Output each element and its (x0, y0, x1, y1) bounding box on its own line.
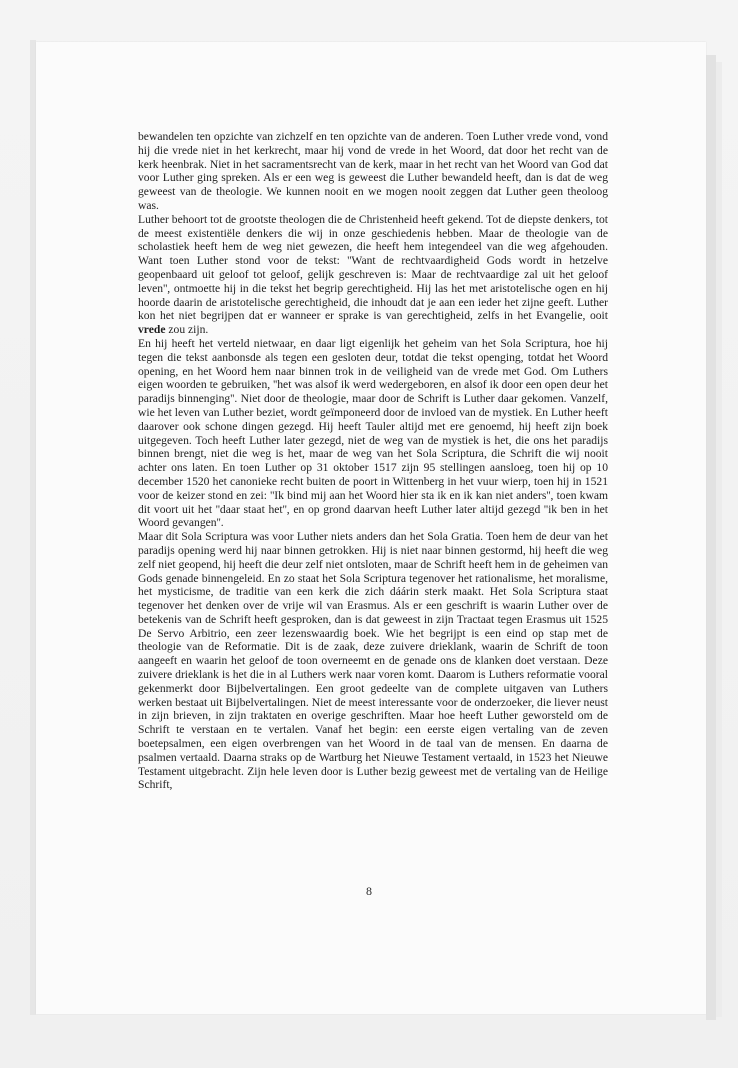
page-stack-right-edge-outer (716, 62, 722, 1017)
paragraph (138, 213, 608, 337)
bold-word: vrede (138, 323, 166, 337)
paragraph-text: En hij heeft het verteld nietwaar, en daar ligt eigenlijk het geheim van het Sola Scriptura, hoe hij tegen die tekst aanbonsde als tegen een gesloten deur, totdat die tekst openging, totdat het Woord opening, en het Woord hem naar binnen trok in de veiligheid van de vrede met God. Om Luthers eigen woorden te gebruiken, ''het was alsof ik werd wedergeboren, en alsof ik door een open deur het paradijs binnenging''. Niet door de theologie, maar door de Schrift is Luther daar gekomen. Vanzelf, wie het leven van Luther beziet, wordt geïmponeerd door de invloed van de mystiek. En Luther heeft daarover ook schone dingen gezegd. Hij heeft Tauler altijd met ere genoemd, hij heeft zijn boek uitgegeven. Toch heeft Luther later gezegd, niet de weg van de mystiek is het, die ons het paradijs binnen brengt, niet die weg is het, maar de weg van het Sola Scriptura, die Schrift die wij nooit achter ons laten. En toen Luther op 31 oktober 1517 zijn 95 stellingen aansloeg, toen hij op 10 december 1520 het canonieke recht buiten de poort in Wittenberg in het vuur wierp, toen hij in 1521 voor de keizer stond en zei: ''Ik bind mij aan het Woord hier sta ik en ik kan niet anders'', toen kwam dit voort uit het ''daar staat het'', en op grond daarvan heeft Luther later altijd gezegd ''ik ben in het Woord gevangen''. (138, 336, 608, 530)
paragraph (138, 337, 608, 530)
page-number: 8 (366, 884, 372, 898)
page-stack-right-edge (706, 55, 716, 1020)
paragraph (138, 130, 608, 213)
paragraph (138, 530, 608, 792)
paragraph-text: Luther behoort tot de grootste theologen die de Christenheid heeft gekend. Tot de diepste denkers, tot de meest existentiële denkers die wij in onze geschiedenis hebben. Maar de theologie van de scholastiek heeft hem de weg niet gewezen, die heeft hem integendeel van die weg afgehouden. Want toen Luther stond voor de tekst: ''Want de rechtvaardigheid Gods wordt in hetzelve geopenbaard uit geloof tot geloof, gelijk geschreven is: Maar de rechtvaardige zal uit het geloof leven'', ontmoette hij in die tekst het begrip gerechtigheid. Hij las het met aristotelische ogen en hij hoorde daarin de aristotelische gerechtigheid, die inhoudt dat je aan een ieder het zijne geeft. Luther kon het niet begrijpen dat er wanneer er sprake is van gerechtigheid, zelfs in het Evangelie, ooit (138, 212, 609, 323)
paragraph-text: bewandelen ten opzichte van zichzelf en ten opzichte van de anderen. Toen Luther vrede vond, vond hij die vrede niet in het kerkrecht, maar hij vond de vrede in het Woord, dat door het recht van de kerk heenbrak. Niet in het sacramentsrecht van de kerk, maar in het recht van het Woord van God dat voor Luther ging spreken. Als er een weg is geweest die Luther bewandeld heeft, dan is dat de weg geweest van de theologie. We kunnen nooit en we mogen nooit zeggen dat Luther geen theoloog was. (138, 130, 608, 212)
body-text (138, 130, 608, 792)
paragraph-text: Maar dit Sola Scriptura was voor Luther niets anders dan het Sola Gratia. Toen hem de deur van het paradijs opening werd hij naar binnen getrokken. Hij is niet naar binnen gestormd, hij heeft die weg zelf niet geopend, hij heeft die deur zelf niet ontsloten, maar de Schrift heeft hem in de geheimen van Gods genade binnengeleid. En zo staat het Sola Scriptura tegenover het rationalisme, het moralisme, het mysticisme, de traditie van een kerk die zich dáárin sterk maakt. Het Sola Scriptura staat tegenover het denken over de vrije wil van Erasmus. Als er een geschrift is waarin Luther over de betekenis van de Schrift heeft gesproken, dan is dat geweest in zijn Tractaat tegen Erasmus uit 1525 De Servo Arbitrio, een zeer lezenswaardig boek. Wie het begrijpt is een eind op stap met de theologie van de Reformatie. Dit is de zaak, deze zuivere drieklank, waarin de Schrift de toon aangeeft en waarin het geloof de toon overneemt en de genade ons de klanken doet verstaan. Deze zuivere drieklank is het die in al Luthers werk naar voren komt. Daarom is Luthers reformatie vooral gekenmerkt door Bijbelvertalingen. Een groot gedeelte van de complete uitgaven van Luthers werken bestaat uit Bijbelvertalingen. Niet de meest interessante voor de onderzoeker, die liever neust in zijn brieven, in zijn traktaten en overige geschriften. Maar hoe heeft Luther geworsteld om de Schrift te verstaan en te vertalen. Vanaf het begin: een eerste eigen vertaling van de zeven boetepsalmen, een eigen overbrengen van het Woord in de taal van de mensen. En daarna de psalmen vertaald. Daarna straks op de Wartburg het Nieuwe Testament vertaald, in 1523 het Nieuwe Testament uitgebracht. Zijn hele leven door is Luther bezig geweest met de vertaling van de Heilige Schrift, (138, 530, 609, 792)
paragraph-text: zou zijn. (165, 323, 209, 337)
